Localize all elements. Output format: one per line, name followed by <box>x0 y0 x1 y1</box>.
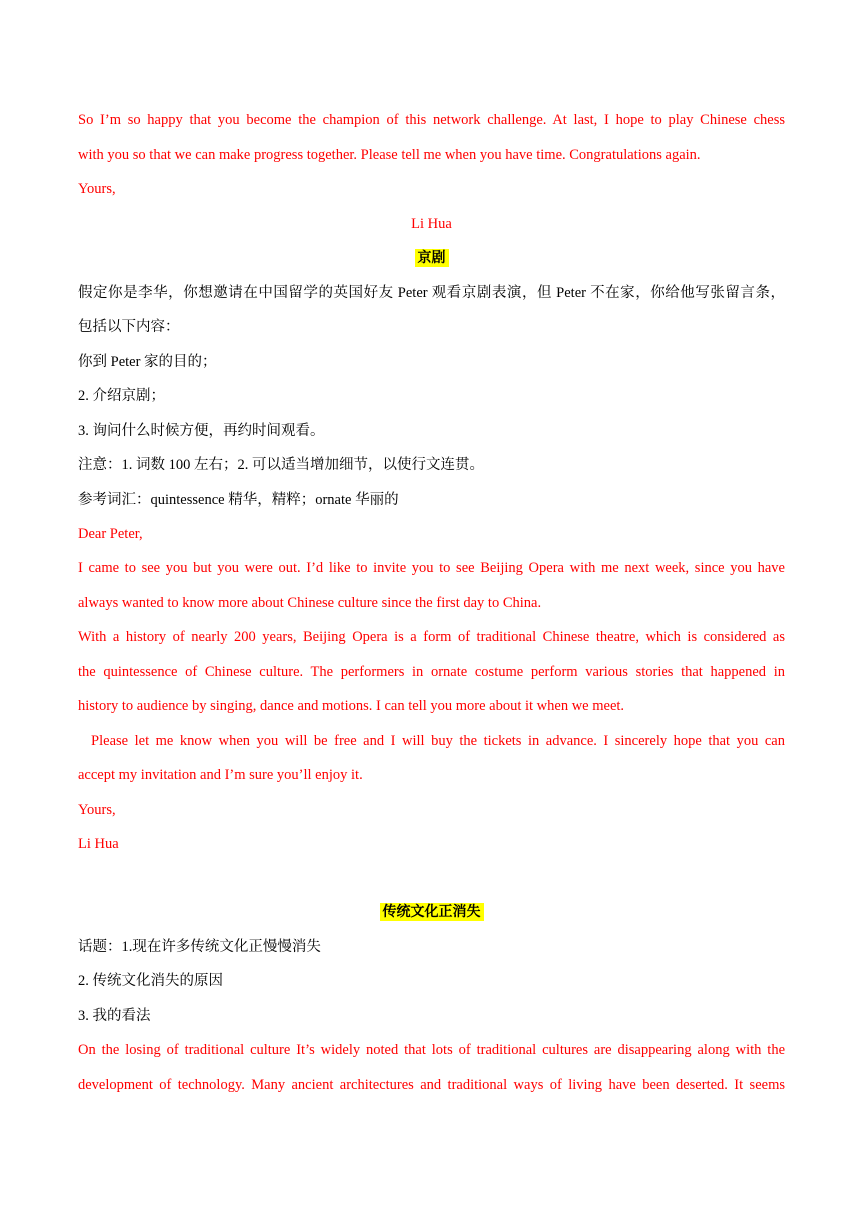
answer-closing: Yours, <box>78 802 116 818</box>
section2-heading <box>78 902 785 922</box>
section1-prompt-line2: 包括以下内容： <box>78 319 180 335</box>
section2-topic-3: 3. 我的看法 <box>78 1008 151 1024</box>
section1-item-2: 2. 介绍京剧； <box>78 388 165 404</box>
section1-heading <box>78 248 785 268</box>
section2-topic-1: 话题：1.现在许多传统文化正慢慢消失 <box>78 939 321 955</box>
letter1-signature: Li Hua <box>411 216 452 232</box>
letter1-closing: Yours, <box>78 181 116 197</box>
section1-item-3: 3. 询问什么时候方便，再约时间观看。 <box>78 423 325 439</box>
letter1-line2: with you so that we can make progress together. Please tell me when you have time. Congratulations again. <box>78 147 701 163</box>
answer-p1-line1: I came to see you but you were out. I’d like to invite you to see Beijing Opera with me next week, since you have <box>78 560 785 576</box>
section1-note: 注意：1. 词数 100 左右；2. 可以适当增加细节，以使行文连贯。 <box>78 457 484 473</box>
answer-p3-line2: accept my invitation and I’m sure you’ll enjoy it. <box>78 767 363 783</box>
answer-p2-line2: the quintessence of Chinese culture. The performers in ornate costume perform various stories that happened in <box>78 664 785 680</box>
answer-p1-line2: always wanted to know more about Chinese culture since the first day to China. <box>78 595 542 611</box>
section2-answer-line2: development of technology. Many ancient architectures and traditional ways of living have been deserted. It seems <box>78 1077 785 1093</box>
letter1-line1: So I’m so happy that you become the champion of this network challenge. At last, I hope to play Chinese chess <box>78 112 785 128</box>
answer-p2-line3: history to audience by singing, dance and motions. I can tell you more about it when we meet. <box>78 698 625 714</box>
section1-prompt-line1: 假定你是李华，你想邀请在中国留学的英国好友 Peter 观看京剧表演，但 Peter 不在家，你给他写张留言条， <box>78 285 785 301</box>
answer-p2-line1: With a history of nearly 200 years, Beijing Opera is a form of traditional Chinese theatre, which is considered as <box>78 629 785 645</box>
answer-p3-line1: Please let me know when you will be free and I will buy the tickets in advance. I sincerely hope that you can <box>78 733 785 749</box>
section1-vocab: 参考词汇：quintessence 精华，精粹；ornate 华丽的 <box>78 492 399 508</box>
section2-title: 传统文化正消失 <box>380 903 484 921</box>
section2-topic-2: 2. 传统文化消失的原因 <box>78 973 223 989</box>
section1-title: 京剧 <box>415 249 449 267</box>
answer-signature: Li Hua <box>78 836 119 852</box>
section2-answer-line1: On the losing of traditional culture It’s widely noted that lots of traditional cultures are disappearing along with the <box>78 1042 785 1058</box>
section1-item-1: 你到 Peter 家的目的； <box>78 354 217 370</box>
answer-greeting: Dear Peter, <box>78 526 143 542</box>
